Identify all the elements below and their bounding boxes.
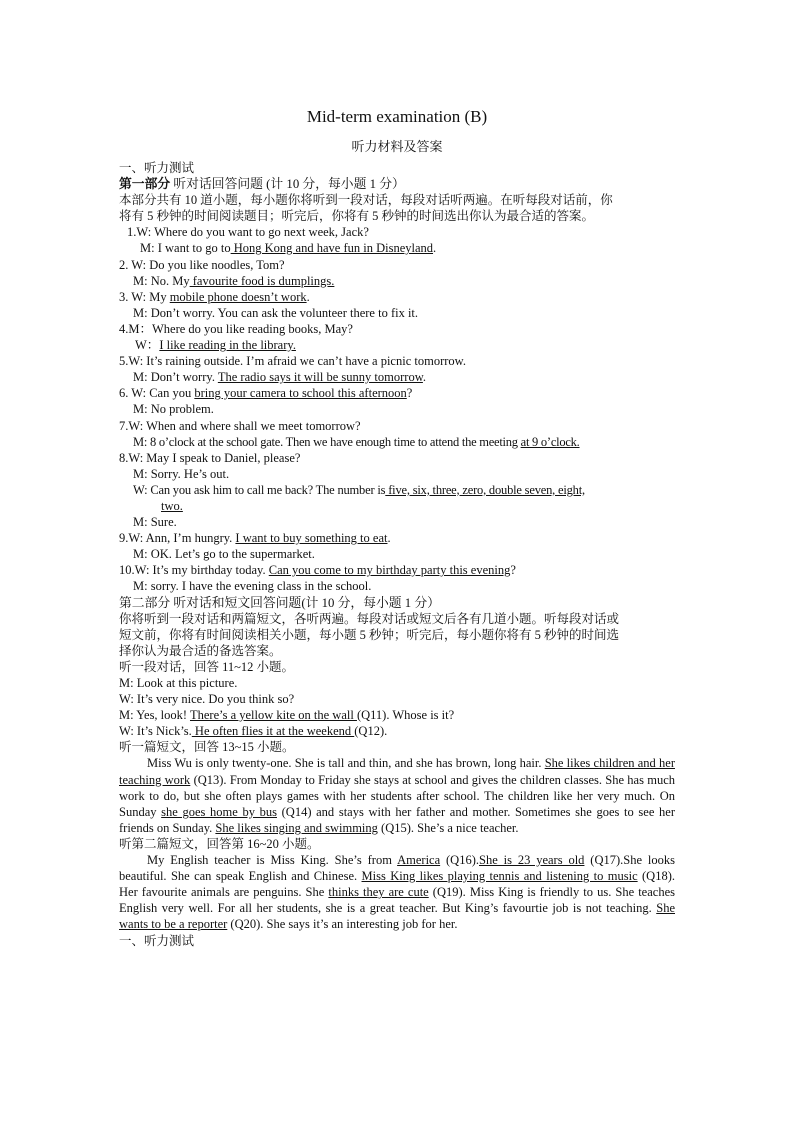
answer-underline: five, six, three, zero, double seven, eight,	[385, 482, 585, 497]
dialog-8-reply: M: Sure.	[133, 515, 177, 530]
passage-text: My English teacher is Miss King. She’s from	[147, 853, 398, 868]
passage-text: (Q17).She looks beautiful. She can speak English and Chinese.	[119, 853, 675, 884]
part2-label: 第二部分	[119, 595, 171, 610]
dialog-text: W: Can you ask him to call me back? The number is	[133, 482, 386, 497]
dialog-8-answer: M: Sorry. He’s out.	[133, 466, 230, 481]
section-a-line-3	[119, 707, 675, 723]
section-a-line-1: M: Look at this picture.	[119, 676, 238, 690]
page-subtitle: 听力材料及答案	[351, 139, 443, 154]
answer-underline: at 9 o’clock.	[520, 434, 580, 449]
page-title: Mid-term examination (B)	[306, 107, 488, 126]
part1-label: 第一部分	[119, 177, 171, 192]
passage-text: (Q14) and stays with her father and mother. Sometimes she goes to see her friends on Sunday.	[119, 804, 675, 835]
dialog-8-question: 8.W: May I speak to Daniel, please?	[119, 450, 301, 465]
dialog-text: .	[306, 289, 310, 304]
passage-text: Miss Wu is only twenty-one. She is tall and thin, and she has brown, long hair.	[147, 756, 545, 771]
answer-underline: America	[397, 853, 441, 868]
dialog-3-question	[119, 289, 675, 305]
dialog-text: M: 8 o’clock at the school gate. Then we have enough time to attend the meeting	[133, 434, 521, 449]
answer-underline: Can you come to my birthday party this evening	[268, 563, 511, 578]
answer-underline: Miss King likes playing tennis and listening to music	[361, 869, 638, 884]
dialog-1-question: 1.W: Where do you want to go next week, Jack?	[127, 225, 369, 240]
dialog-text: M: I want to go to	[140, 241, 231, 256]
passage-text: (Q15). She’s a nice teacher.	[377, 820, 519, 835]
dialog-8-followup	[119, 482, 675, 498]
answer-underline: she goes home by bus	[161, 804, 277, 819]
answer-underline: favourite food is dumplings.	[189, 273, 335, 288]
passage-text: (Q19). Miss King is friendly to us. She teaches English very well. For all her students, she is a great teacher. But King’s favourtie job is not teaching.	[119, 885, 675, 916]
passage-text: (Q20). She says it’s an interesting job for her.	[227, 917, 458, 932]
section-heading-end: 一、听力测试	[119, 933, 195, 948]
answer-underline: There’s a yellow kite on the wall	[189, 708, 357, 723]
dialog-1-answer	[119, 240, 675, 256]
answer-underline: She likes singing and swimming	[215, 820, 378, 835]
part2-instructions-2: 短文前，你将有时间阅读相关小题，每小题 5 秒钟；听完后，每小题你将有 5 秒钟的时间选	[119, 627, 620, 642]
dialog-10-question	[119, 562, 675, 578]
dialog-2-question: 2. W: Do you like noodles, Tom?	[119, 257, 285, 272]
part1-heading	[119, 176, 675, 192]
answer-underline: thinks they are cute	[328, 885, 429, 900]
part2-heading	[119, 595, 675, 611]
dialog-7-question: 7.W: When and where shall we meet tomorrow?	[119, 418, 361, 433]
passage-text: (Q16).	[440, 853, 479, 868]
part2-instructions-3: 择你认为最合适的备选答案。	[119, 643, 282, 658]
dialog-text: ?	[406, 386, 413, 401]
dialog-4-answer	[119, 337, 675, 353]
answer-underline: She wants to be a reporter	[119, 901, 675, 932]
answer-underline: I like reading in the library.	[159, 338, 296, 353]
answer-underline: I want to buy something to eat	[235, 531, 388, 546]
section-a-line-2: W: It’s very nice. Do you think so?	[119, 692, 295, 707]
answer-underline: He often flies it at the weekend	[191, 724, 355, 739]
passage-text: (Q18). Her favourite animals are penguins. She	[119, 869, 675, 900]
answer-underline: She is 23 years old	[479, 853, 585, 868]
part1-instructions-1: 本部分共有 10 道小题，每小题你将听到一段对话，每段对话听两遍。在听每段对话前，你	[119, 193, 613, 208]
answer-underline: She likes children and her teaching work	[119, 756, 675, 787]
section-heading: 一、听力测试	[119, 161, 195, 175]
dialog-text: (Q12).	[354, 724, 388, 739]
part1-instructions-2: 将有 5 秒钟的时间阅读题目；听完后，你将有 5 秒钟的时间选出你认为最合适的答案。	[119, 209, 595, 224]
dialog-text: 3. W: My	[119, 289, 170, 304]
section-b-heading: 听一篇短文，回答 13~15 小题。	[119, 740, 295, 755]
part1-desc: 听对话回答问题 (计 10 分，每小题 1 分）	[170, 177, 405, 192]
dialog-text: 10.W: It’s my birthday today.	[119, 563, 269, 578]
dialog-text: .	[433, 241, 437, 256]
answer-underline: Hong Kong and have fun in Disneyland	[230, 241, 434, 256]
dialog-text: 9.W: Ann, I’m hungry.	[119, 531, 236, 546]
dialog-5-question: 5.W: It’s raining outside. I’m afraid we can’t have a picnic tomorrow.	[119, 354, 466, 369]
dialog-9-question	[119, 530, 675, 546]
dialog-6-answer: M: No problem.	[133, 402, 214, 417]
answer-underline: mobile phone doesn’t work	[169, 289, 307, 304]
dialog-text: .	[422, 370, 427, 385]
passage-text: (Q13). From Monday to Friday she stays at school and gives the children classes. She has much work to do, but she often plays games with her students after school. The children like her very much. On Sunday	[119, 772, 675, 819]
answer-underline: bring your camera to school this afternoon	[194, 386, 407, 401]
section-a-heading: 听一段对话，回答 11~12 小题。	[119, 659, 295, 674]
answer-underline: The radio says it will be sunny tomorrow	[217, 370, 423, 385]
section-b-passage	[119, 755, 675, 835]
dialog-3-answer: M: Don’t worry. You can ask the volunteer there to fix it.	[133, 305, 419, 320]
dialog-text: M: Don’t worry.	[133, 370, 218, 385]
exam-page	[119, 100, 675, 949]
dialog-text: (Q11). Whose is it?	[356, 708, 455, 723]
answer-underline: two.	[161, 498, 183, 513]
dialog-4-question: 4.M：Where do you like reading books, May?	[119, 321, 353, 336]
dialog-6-question	[119, 385, 675, 401]
dialog-text: 6. W: Can you	[119, 386, 195, 401]
dialog-text: W：	[135, 338, 160, 353]
dialog-text: M: Yes, look!	[119, 708, 190, 723]
section-a-line-4	[119, 723, 675, 739]
dialog-5-answer	[119, 369, 675, 385]
dialog-text: W: It’s Nick’s.	[119, 724, 192, 739]
dialog-2-answer	[119, 273, 675, 289]
dialog-7-answer	[119, 434, 675, 450]
section-c-heading: 听第二篇短文，回答第 16~20 小题。	[119, 836, 320, 851]
dialog-10-answer: M: sorry. I have the evening class in the school.	[133, 579, 372, 594]
part2-desc: 听对话和短文回答问题(计 10 分，每小题 1 分）	[170, 595, 440, 610]
section-c-passage	[119, 852, 675, 932]
part2-instructions-1: 你将听到一段对话和两篇短文，各听两遍。每段对话或短文后各有几道小题。听每段对话或	[119, 611, 620, 626]
dialog-text: .	[387, 531, 391, 546]
dialog-text: M: No. My	[133, 273, 190, 288]
dialog-8-followup-cont	[119, 498, 675, 514]
dialog-9-answer: M: OK. Let’s go to the supermarket.	[133, 547, 315, 562]
dialog-text: ?	[510, 563, 516, 578]
